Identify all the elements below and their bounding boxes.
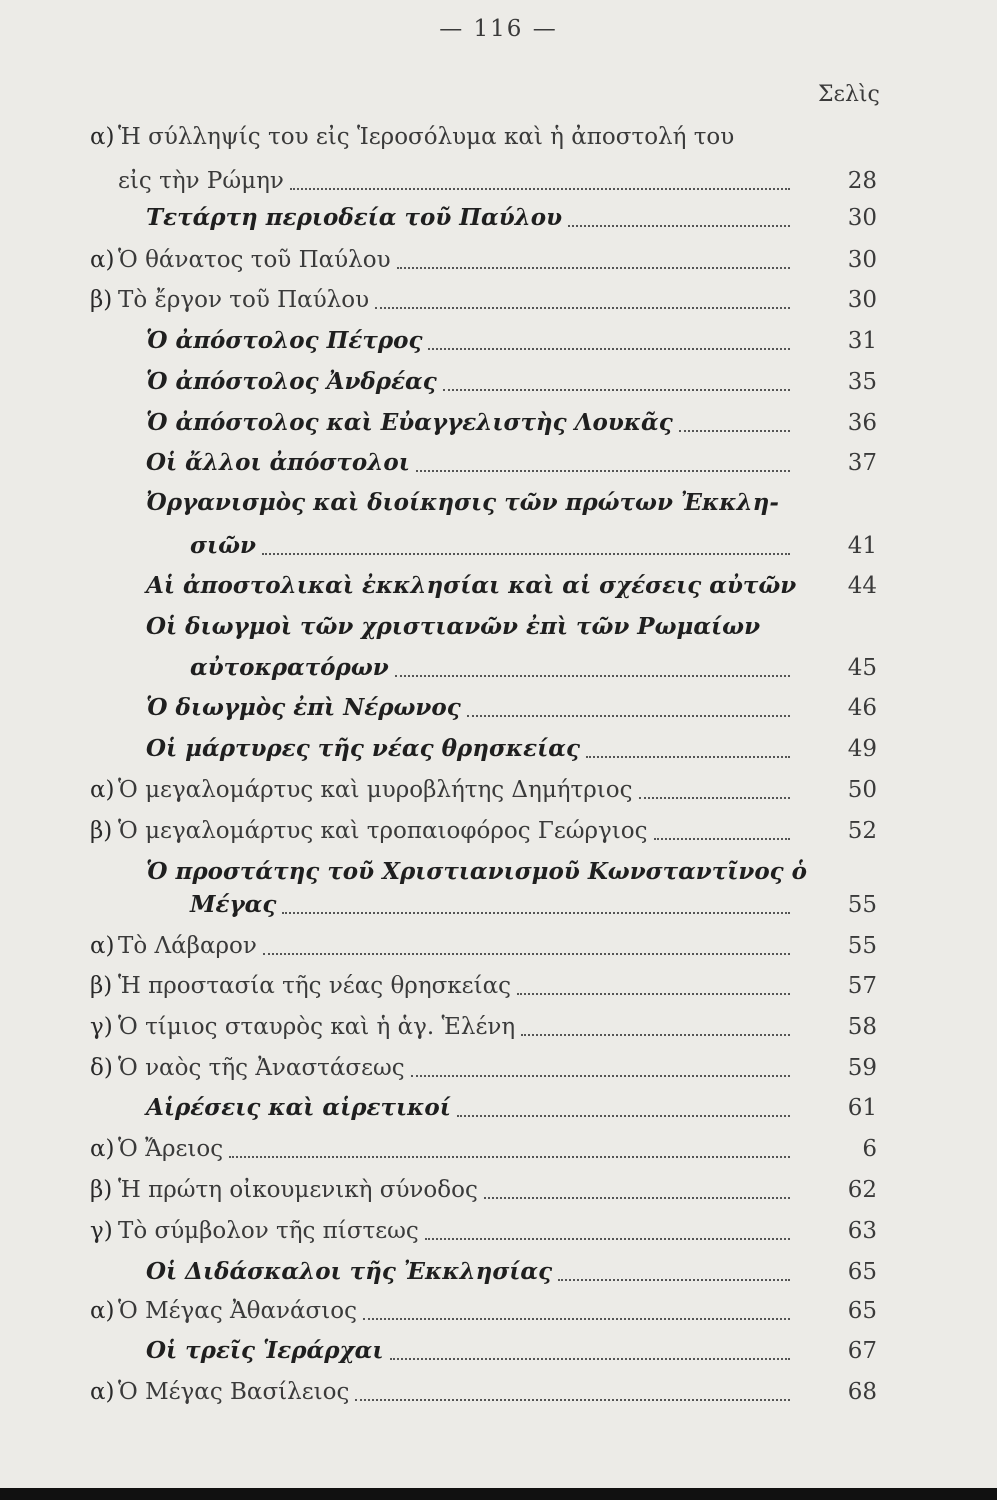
dot-leader xyxy=(586,728,790,758)
toc-entry[interactable] xyxy=(0,488,997,518)
toc-entry[interactable] xyxy=(0,1175,997,1205)
dot-leader xyxy=(457,1087,790,1117)
toc-page-number: 58 xyxy=(847,1014,877,1040)
dot-leader xyxy=(282,884,790,914)
toc-entry[interactable] xyxy=(0,448,997,478)
toc-entry-title: Οἱ διωγμοὶ τῶν χριστιανῶν ἐπὶ τῶν Ρωμαίων xyxy=(146,613,761,640)
toc-entry[interactable] xyxy=(0,890,997,920)
toc-page-number: 6 xyxy=(862,1136,877,1162)
column-label-pages: Σελὶς xyxy=(818,82,880,107)
dot-leader xyxy=(467,687,790,717)
toc-entry-marker: β) xyxy=(90,818,113,844)
toc-entry[interactable] xyxy=(0,245,997,275)
dot-leader xyxy=(395,647,790,677)
toc-entry-title: Οἱ τρεῖς Ἱεράρχαι xyxy=(146,1337,384,1364)
dot-leader xyxy=(375,279,790,309)
toc-entry-title: Ὁ διωγμὸς ἐπὶ Νέρωνος xyxy=(146,694,461,721)
dot-leader xyxy=(411,1047,790,1077)
toc-page-number: 55 xyxy=(847,933,877,959)
toc-entry-marker: α) xyxy=(90,1298,115,1324)
toc-entry-title: Ὁ Ἄρειος xyxy=(118,1136,224,1162)
toc-entry-marker: δ) xyxy=(90,1055,113,1081)
toc-entry-title: Τετάρτη περιοδεία τοῦ Παύλου xyxy=(146,204,563,231)
toc-entry-title: Ὁ τίμιος σταυρὸς καὶ ἡ ἁγ. Ἑλένη xyxy=(118,1014,516,1040)
dot-leader xyxy=(484,1169,790,1199)
toc-entry-marker: α) xyxy=(90,933,115,959)
toc-page-number: 44 xyxy=(847,573,877,599)
toc-entry[interactable] xyxy=(0,1257,997,1287)
toc-entry-title: Οἱ Διδάσκαλοι τῆς Ἐκκλησίας xyxy=(146,1258,553,1285)
toc-entry-title: Ὁ ἀπόστολος Πέτρος xyxy=(146,327,423,354)
toc-page-number: 30 xyxy=(847,247,877,273)
toc-page-number: 52 xyxy=(847,818,877,844)
dot-leader xyxy=(639,769,790,799)
toc-entry[interactable] xyxy=(0,1134,997,1164)
toc-page-number: 36 xyxy=(847,410,877,436)
toc-entry-title: Ὁ μεγαλομάρτυς καὶ τροπαιοφόρος Γεώργιος xyxy=(118,818,648,844)
toc-entry[interactable] xyxy=(0,326,997,356)
dot-leader xyxy=(355,1371,790,1401)
toc-entry-title: Ὁ ναὸς τῆς Ἀναστάσεως xyxy=(118,1055,405,1081)
dot-leader xyxy=(363,1290,790,1320)
toc-entry[interactable] xyxy=(0,612,997,642)
dot-leader xyxy=(443,361,790,391)
toc-page-number: 65 xyxy=(847,1259,877,1285)
toc-entry-title: Ἡ προστασία τῆς νέας θρησκείας xyxy=(118,973,512,999)
toc-entry-title: Ὀργανισμὸς καὶ διοίκησις τῶν πρώτων Ἐκκλη- xyxy=(146,489,779,516)
scan-bottom-edge xyxy=(0,1488,997,1500)
toc-entry[interactable] xyxy=(0,1377,997,1407)
toc-entry-title: Τὸ σύμβολον τῆς πίστεως xyxy=(118,1218,419,1244)
toc-entry[interactable] xyxy=(0,1012,997,1042)
toc-page-number: 55 xyxy=(847,892,877,918)
toc-entry-marker: γ) xyxy=(90,1218,113,1244)
dot-leader xyxy=(654,810,790,840)
dot-leader xyxy=(397,239,790,269)
dot-leader xyxy=(679,402,790,432)
toc-entry[interactable] xyxy=(0,285,997,315)
toc-page-number: 59 xyxy=(847,1055,877,1081)
dot-leader xyxy=(229,1128,790,1158)
toc-entry[interactable] xyxy=(0,1053,997,1083)
toc-entry-title: Ὁ Μέγας Βασίλειος xyxy=(118,1379,350,1405)
toc-entry-marker: α) xyxy=(90,1379,115,1405)
toc-entry[interactable] xyxy=(0,931,997,961)
toc-entry[interactable] xyxy=(0,693,997,723)
dot-leader xyxy=(263,925,790,955)
dot-leader xyxy=(568,197,790,227)
dot-leader xyxy=(290,160,790,190)
toc-page-number: 57 xyxy=(847,973,877,999)
toc-entry-title: Ὁ προστάτης τοῦ Χριστιανισμοῦ Κωνσταντῖνος ὁ xyxy=(146,858,808,885)
toc-entry-title: Ἡ πρώτη οἰκουμενικὴ σύνοδος xyxy=(118,1177,478,1203)
toc-page-number: 45 xyxy=(847,655,877,681)
toc-entry[interactable] xyxy=(0,971,997,1001)
toc-entry-marker: β) xyxy=(90,973,113,999)
toc-entry-marker: α) xyxy=(90,247,115,273)
toc-entry[interactable] xyxy=(0,408,997,438)
toc-entry[interactable] xyxy=(0,775,997,805)
toc-entry[interactable] xyxy=(0,203,997,233)
toc-entry-marker: α) xyxy=(90,1136,115,1162)
toc-entry-title: αὐτοκρατόρων xyxy=(190,654,389,681)
toc-page-number: 50 xyxy=(847,777,877,803)
dot-leader xyxy=(428,320,790,350)
toc-entry[interactable] xyxy=(0,857,997,887)
toc-entry-title: Ὁ ἀπόστολος Ἀνδρέας xyxy=(146,368,437,395)
dot-leader xyxy=(390,1330,790,1360)
toc-entry[interactable] xyxy=(0,531,997,561)
toc-page-number: 30 xyxy=(847,287,877,313)
page-number: — 116 — xyxy=(439,16,558,42)
dot-leader xyxy=(425,1210,790,1240)
toc-entry-title: Ὁ ἀπόστολος καὶ Εὐαγγελιστὴς Λουκᾶς xyxy=(146,409,673,436)
toc-entry[interactable] xyxy=(0,653,997,683)
toc-page-number: 68 xyxy=(847,1379,877,1405)
toc-page-number: 65 xyxy=(847,1298,877,1324)
toc-page-number: 28 xyxy=(847,168,877,194)
toc-page-number: 67 xyxy=(847,1338,877,1364)
toc-entry-title: Οἱ ἄλλοι ἀπόστολοι xyxy=(146,449,410,476)
toc-page-number: 30 xyxy=(847,205,877,231)
toc-entry-title: σιῶν xyxy=(190,532,256,559)
dot-leader xyxy=(517,965,790,995)
toc-page-number: 49 xyxy=(847,736,877,762)
toc-entry[interactable] xyxy=(0,166,997,196)
toc-page-number: 61 xyxy=(847,1095,877,1121)
toc-entry-marker: β) xyxy=(90,287,113,313)
toc-entry[interactable] xyxy=(0,1093,997,1123)
toc-page-number: 41 xyxy=(847,533,877,559)
toc-entry-title: Ὁ θάνατος τοῦ Παύλου xyxy=(118,247,391,273)
toc-entry[interactable] xyxy=(0,367,997,397)
toc-page-number: 31 xyxy=(847,328,877,354)
toc-entry-title: Αἱρέσεις καὶ αἱρετικοί xyxy=(146,1094,451,1121)
toc-entry-title: Αἱ ἀποστολικαὶ ἐκκλησίαι καὶ αἱ σχέσεις αὐτῶν xyxy=(146,572,797,599)
toc-entry-title: Μέγας xyxy=(190,891,277,918)
toc-entry-title: Οἱ μάρτυρες τῆς νέας θρησκείας xyxy=(146,735,580,762)
toc-entry-marker: γ) xyxy=(90,1014,113,1040)
toc-entry-marker: β) xyxy=(90,1177,113,1203)
toc-entry[interactable] xyxy=(0,122,997,152)
toc-entry-title: Τὸ Λάβαρον xyxy=(118,933,257,959)
toc-page-number: 63 xyxy=(847,1218,877,1244)
dot-leader xyxy=(416,442,790,472)
toc-page-number: 46 xyxy=(847,695,877,721)
toc-entry-marker: α) xyxy=(90,124,115,150)
toc-entry[interactable] xyxy=(0,1336,997,1366)
dot-leader xyxy=(558,1251,790,1281)
toc-entry-title: Ἡ σύλληψίς του εἰς Ἱεροσόλυμα καὶ ἡ ἀποστολή του xyxy=(118,124,735,150)
toc-entry-title: Τὸ ἔργον τοῦ Παύλου xyxy=(118,287,370,313)
toc-entry-title: Ὁ Μέγας Ἀθανάσιος xyxy=(118,1298,357,1324)
toc-entry-title: εἰς τὴν Ρώμην xyxy=(118,168,284,194)
toc-page-number: 62 xyxy=(847,1177,877,1203)
dot-leader xyxy=(262,525,790,555)
toc-entry[interactable] xyxy=(0,1216,997,1246)
toc-entry[interactable] xyxy=(0,1296,997,1326)
toc-entry-marker: α) xyxy=(90,777,115,803)
dot-leader xyxy=(521,1006,790,1036)
toc-entry[interactable] xyxy=(0,734,997,764)
toc-page-number: 35 xyxy=(847,369,877,395)
toc-entry-title: Ὁ μεγαλομάρτυς καὶ μυροβλήτης Δημήτριος xyxy=(118,777,633,803)
toc-entry[interactable] xyxy=(0,816,997,846)
toc-entry[interactable] xyxy=(0,571,997,601)
toc-page-number: 37 xyxy=(847,450,877,476)
